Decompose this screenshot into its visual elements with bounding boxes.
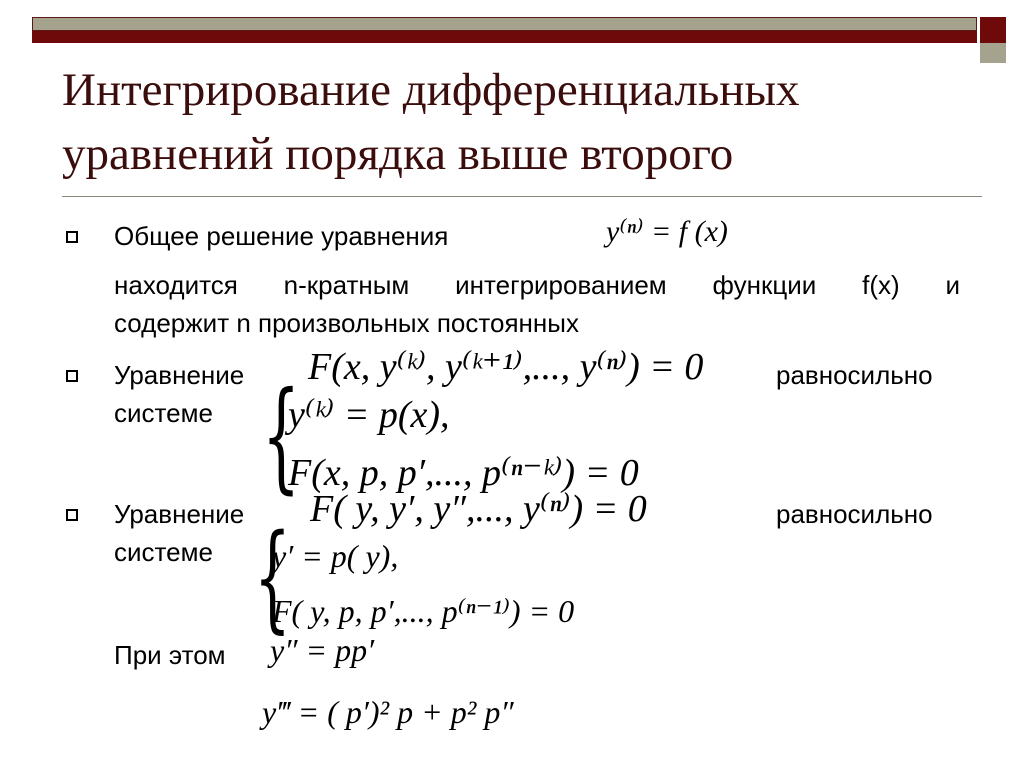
bullet-3-marker <box>66 509 78 521</box>
bullet-3-lead: Уравнение <box>114 499 245 529</box>
corner-square-light <box>980 43 1006 63</box>
title-divider <box>62 196 982 197</box>
bullet-3-system-brace: { <box>254 510 291 645</box>
header-bar-top <box>32 17 977 31</box>
note-equation-2: y‴ = ( p′)² p + p² p″ <box>262 694 514 730</box>
note-label: При этом <box>114 640 226 670</box>
bullet-3-system-label: системе <box>114 537 213 567</box>
bullet-2-system-brace: { <box>262 367 301 506</box>
corner-square-dark <box>980 17 1006 43</box>
bullet-3-equation: F( y, y′, y″,..., y⁽ⁿ⁾) = 0 <box>310 488 647 530</box>
bullet-3-system-eq-1: y′ = p( y), <box>272 538 399 574</box>
header-bar-bottom <box>32 31 977 43</box>
bullet-3-right-text: равносильно <box>776 499 933 529</box>
bullet-1-equation: y⁽ⁿ⁾ = f (x) <box>606 215 728 248</box>
title-line-2: уравнений порядка выше второго <box>62 128 734 180</box>
bullet-1-line-2: находится n-кратным интегрированием функции f(x) и <box>114 270 960 300</box>
bullet-1-marker <box>66 231 78 243</box>
title-line-1: Интегрирование дифференциальных <box>62 64 800 116</box>
note-equation-1: y″ = pp′ <box>270 632 375 668</box>
bullet-3-system-eq-2: F( y, p, p′,..., p⁽ⁿ⁻¹⁾) = 0 <box>272 593 575 629</box>
bullet-2-right-text: равносильно <box>776 360 933 390</box>
bullet-2-system-eq-2: F(x, p, p′,..., p⁽ⁿ⁻ᵏ⁾) = 0 <box>288 452 639 494</box>
bullet-1-line-3: содержит n произвольных постоянных <box>114 308 579 338</box>
bullet-2-equation: F(x, y⁽ᵏ⁾, y⁽ᵏ⁺¹⁾,..., y⁽ⁿ⁾) = 0 <box>308 346 704 388</box>
bullet-2-system-label: системе <box>114 398 213 428</box>
bullet-2-marker <box>66 370 78 382</box>
bullet-1-lead: Общее решение уравнения <box>114 221 449 251</box>
bullet-2-lead: Уравнение <box>114 360 245 390</box>
slide-title <box>62 58 982 186</box>
bullet-2-system-eq-1: y⁽ᵏ⁾ = p(x), <box>288 394 450 436</box>
